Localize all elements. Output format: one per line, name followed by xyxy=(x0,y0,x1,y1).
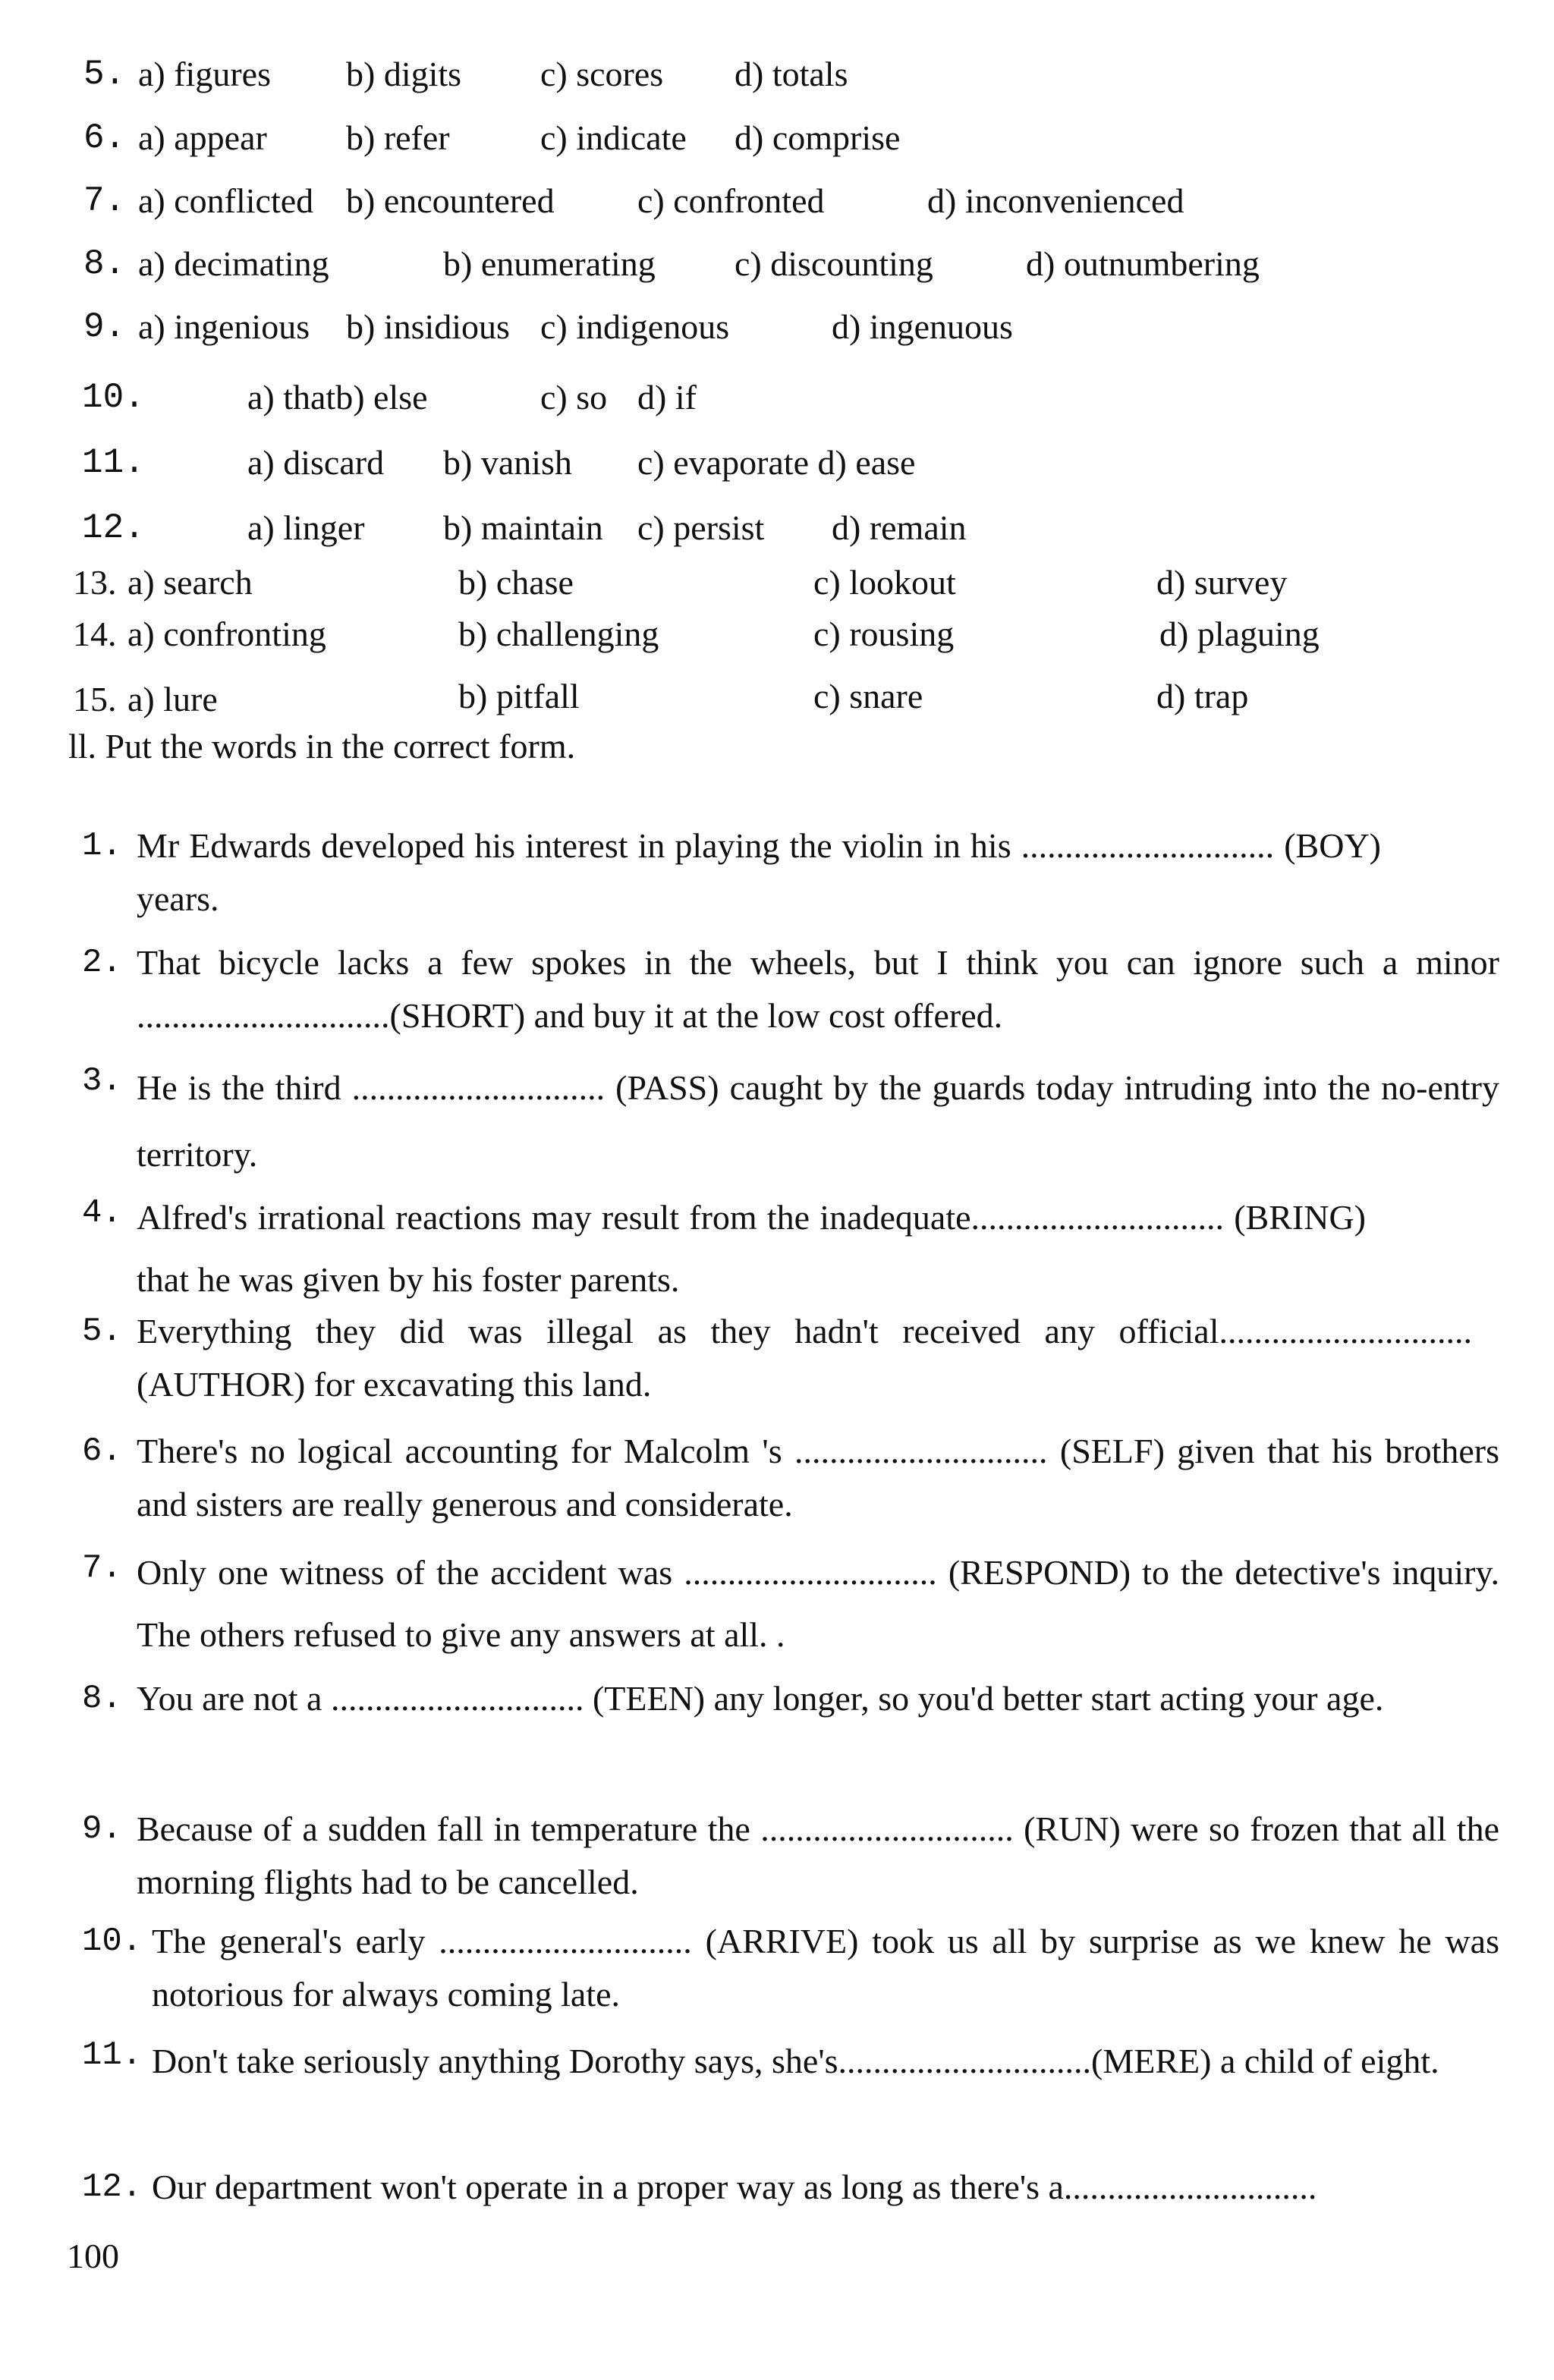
item-text: Alfred's irrational reactions may result from the inadequate............................. (BRING) that he was given by his foster parents. xyxy=(137,1198,1366,1299)
section-heading: ll. Put the words in the correct form. xyxy=(68,727,576,766)
option-d: d) ingenuous xyxy=(832,307,1013,346)
option-b: b) chase xyxy=(458,563,574,602)
mc-number: 11. xyxy=(82,443,145,483)
mc-number: 10. xyxy=(82,378,145,417)
option-a: a) discard xyxy=(247,443,385,482)
mc-number: 14. xyxy=(73,615,117,653)
option-a: a) figures xyxy=(138,55,271,93)
option-b: b) insidious xyxy=(346,307,510,346)
mc-number: 8. xyxy=(83,244,126,284)
option-c: c) persist xyxy=(637,508,765,547)
option-b: b) enumerating xyxy=(443,244,656,283)
option-a: a) confronting xyxy=(127,615,326,653)
option-a: a) linger xyxy=(247,508,365,547)
option-d: d) totals xyxy=(735,55,848,93)
option-c: c) confronted xyxy=(637,181,825,220)
item-number: 5. xyxy=(82,1313,122,1350)
item-number: 7. xyxy=(82,1549,122,1587)
option-c: c) discounting xyxy=(735,244,933,283)
item-text: Because of a sudden fall in temperature the ............................. (RUN) were so frozen that all the morning flights had to be cancelled. xyxy=(137,1809,1499,1901)
option-c: c) snare xyxy=(813,677,923,715)
page-number: 100 xyxy=(67,2237,119,2275)
option-a: a) appear xyxy=(138,118,267,157)
item-text: Our department won't operate in a proper way as long as there's a............................. xyxy=(152,2168,1317,2206)
item-text: Everything they did was illegal as they hadn't received any official............................. (AUTHOR) for excavating this land. xyxy=(137,1312,1472,1404)
option-c: c) evaporate d) ease xyxy=(637,443,916,482)
option-b: b) encountered xyxy=(346,181,555,220)
item-number: 8. xyxy=(82,1680,122,1718)
option-a: a) search xyxy=(127,563,253,602)
item-text: The general's early ............................. (ARRIVE) took us all by surprise as we knew he was notorious for always coming late. xyxy=(152,1922,1499,2014)
item-text: You are not a ............................. (TEEN) any longer, so you'd better start acting your age. xyxy=(137,1679,1384,1718)
item-number: 9. xyxy=(82,1810,122,1848)
option-a: a) ingenious xyxy=(138,307,310,346)
item-number: 12. xyxy=(82,2168,143,2206)
item-text: Mr Edwards developed his interest in playing the violin in his ............................. (BOY) years. xyxy=(137,826,1381,918)
option-c: c) indicate xyxy=(540,118,687,157)
item-text: He is the third ............................. (PASS) caught by the guards today intruding into the no-entry territory. xyxy=(137,1068,1499,1174)
option-d: d) outnumbering xyxy=(1026,244,1260,283)
option-d: d) inconvenienced xyxy=(927,181,1184,220)
item-number: 2. xyxy=(82,944,122,982)
item-text: That bicycle lacks a few spokes in the wheels, but I think you can ignore such a minor .............................(SHORT) and buy it at the low cost offered. xyxy=(137,943,1499,1035)
mc-number: 9. xyxy=(83,307,126,347)
mc-number: 7. xyxy=(83,181,126,221)
option-b: b) pitfall xyxy=(458,677,580,715)
option-d: d) remain xyxy=(832,508,967,547)
option-b: b) maintain xyxy=(443,508,603,547)
option-d: d) comprise xyxy=(735,118,901,157)
mc-number: 5. xyxy=(83,55,126,94)
mc-number: 15. xyxy=(73,680,117,718)
item-text: Don't take seriously anything Dorothy says, she's.............................(MERE) a child of eight. xyxy=(152,2042,1439,2080)
option-d: d) if xyxy=(637,378,697,417)
option-d: d) trap xyxy=(1156,677,1249,715)
item-text: Only one witness of the accident was ............................. (RESPOND) to the detective's inquiry. The others refused to give any answers at all. . xyxy=(137,1553,1499,1654)
item-number: 11. xyxy=(82,2036,143,2074)
option-a: a) decimating xyxy=(138,244,329,283)
item-number: 3. xyxy=(82,1062,122,1100)
mc-number: 12. xyxy=(82,508,145,548)
mc-number: 13. xyxy=(73,563,117,602)
item-text: There's no logical accounting for Malcolm 's ............................. (SELF) given that his brothers and sisters are really generous and considerate. xyxy=(137,1432,1499,1523)
item-number: 1. xyxy=(82,827,122,865)
option-c: c) so xyxy=(540,378,608,417)
option-b: b) refer xyxy=(346,118,450,157)
option-d: d) survey xyxy=(1156,563,1288,602)
option-b: b) challenging xyxy=(458,615,659,653)
option-d: d) plaguing xyxy=(1159,615,1320,653)
option-b: b) vanish xyxy=(443,443,572,482)
item-number: 6. xyxy=(82,1432,122,1470)
option-c: c) indigenous xyxy=(540,307,730,346)
option-a: a) lure xyxy=(127,680,218,718)
option-a: a) thatb) else xyxy=(247,378,428,417)
option-c: c) rousing xyxy=(813,615,955,653)
option-c: c) scores xyxy=(540,55,664,93)
option-b: b) digits xyxy=(346,55,462,93)
option-a: a) conflicted xyxy=(138,181,314,220)
item-number: 4. xyxy=(82,1194,122,1232)
option-c: c) lookout xyxy=(813,563,956,602)
mc-number: 6. xyxy=(83,118,126,158)
item-number: 10. xyxy=(82,1923,143,1960)
